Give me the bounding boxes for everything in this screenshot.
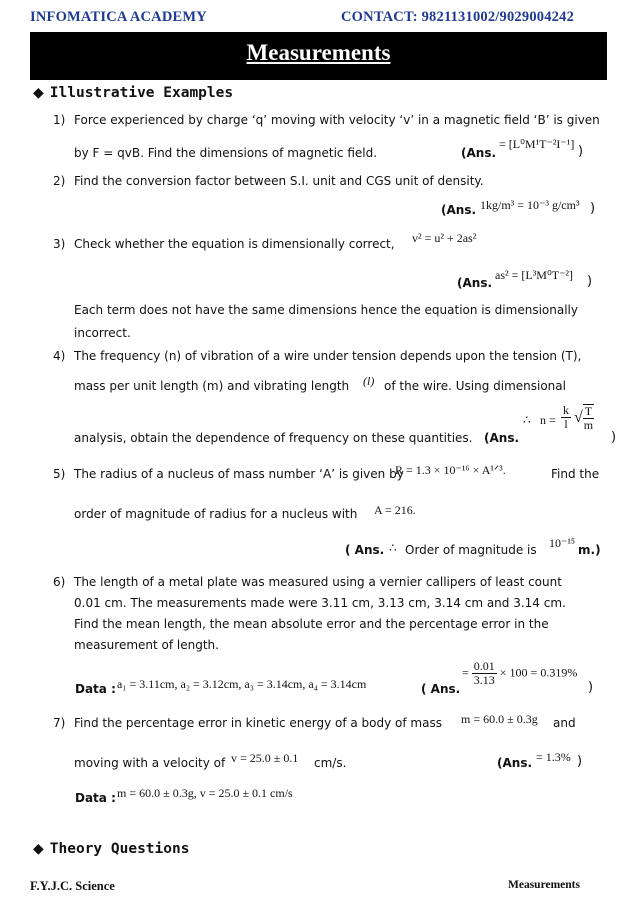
q1-answer-label: (Ans. — [461, 146, 497, 160]
diamond-bullet-icon: ◆ — [33, 841, 44, 857]
q7-text-line1a: Find the percentage error in kinetic energy of a body of mass — [74, 716, 442, 730]
q2-answer: 1kg/m³ = 10⁻³ g/cm³ — [480, 198, 580, 212]
q6-data: a₁ = 3.11cm, a₂ = 3.12cm, a₃ = 3.14cm, a₄ = 3.14cm — [117, 677, 367, 691]
q3-answer-label: (Ans. — [457, 276, 493, 290]
q7-text-line2a: moving with a velocity of — [74, 756, 226, 770]
q7-equation2: v = 25.0 ± 0.1 — [231, 751, 299, 765]
q2-number: 2) — [53, 174, 66, 188]
q4-text-line3: analysis, obtain the dependence of frequency on these quantities. — [74, 431, 473, 445]
q6-data-label: Data : — [75, 682, 116, 696]
q6-text-line4: measurement of length. — [74, 638, 219, 652]
sqrt-icon: √ — [574, 409, 583, 426]
q4-therefore-icon: ∴ — [523, 413, 531, 427]
q5-therefore-icon: ∴ — [389, 541, 397, 555]
page-title: Measurements — [246, 40, 391, 65]
q4-text-line2a: mass per unit length (m) and vibrating length — [74, 379, 350, 393]
q6-frac-numerator: 0.01 — [473, 659, 495, 673]
q6-answer-label: ( Ans. — [421, 682, 461, 696]
q6-eq-prefix: = — [462, 665, 469, 680]
q3-close: ) — [587, 274, 593, 289]
q4-text-line2b: of the wire. Using dimensional — [384, 379, 566, 393]
q1-close: ) — [578, 144, 584, 159]
q1-number: 1) — [53, 113, 66, 127]
q4-sqrt — [574, 404, 594, 432]
footer-chapter: Measurements — [508, 879, 580, 891]
section-theory-questions — [33, 841, 189, 857]
section-heading: Illustrative Examples — [49, 85, 234, 101]
q5-equation: R = 1.3 × 10⁻¹⁶ × A¹ᐟ³. — [395, 463, 506, 477]
q5-text-line1a: The radius of a nucleus of mass number ‘A’ is given by — [74, 467, 404, 481]
diamond-bullet-icon: ◆ — [33, 85, 44, 101]
footer-course: F.Y.J.C. Science — [30, 879, 115, 893]
q1-text-line2: by F = qvB. Find the dimensions of magnetic field. — [74, 146, 378, 160]
contact-info: CONTACT: 9821131002/9029004242 — [341, 9, 575, 25]
q7-data: m = 60.0 ± 0.3g, v = 25.0 ± 0.1 cm/s — [117, 786, 293, 800]
q4-number: 4) — [53, 349, 66, 363]
q4-answer-fraction — [561, 404, 571, 431]
q7-close: ) — [577, 754, 583, 769]
q6-text-line1: The length of a metal plate was measured using a vernier callipers of least count — [74, 575, 562, 589]
q4-root-numerator: T — [584, 404, 593, 418]
q5-answer-label: ( Ans. — [345, 543, 385, 557]
q3-number: 3) — [53, 237, 66, 251]
q3-equation: v² = u² + 2as² — [412, 231, 477, 245]
q5-equation2: A = 216. — [374, 503, 416, 517]
q4-frac-numerator: k — [563, 403, 569, 417]
q5-text-line2a: order of magnitude of radius for a nucleus with — [74, 507, 358, 521]
q4-frac-denominator: l — [564, 417, 568, 431]
q7-number: 7) — [53, 716, 66, 730]
q4-length-symbol: (l) — [363, 374, 375, 388]
q7-answer: = 1.3% — [536, 750, 571, 764]
academy-name: INFOMATICA ACADEMY — [30, 9, 207, 25]
q3-answer: as² = [L³M⁰T⁻²] — [495, 268, 574, 282]
q7-equation1: m = 60.0 ± 0.3g — [461, 712, 538, 726]
q1-answer: = [L⁰M¹T⁻²I⁻¹] — [499, 137, 575, 151]
q6-frac-denominator: 3.13 — [473, 673, 495, 687]
q2-answer-label: (Ans. — [441, 203, 477, 217]
q3-explanation-line1: Each term does not have the same dimensions hence the equation is dimensionally — [74, 303, 578, 317]
q6-text-line2: 0.01 cm. The measurements made were 3.11 cm, 3.13 cm, 3.14 cm and 3.14 cm. — [74, 596, 566, 610]
q7-text-line2b: cm/s. — [314, 756, 347, 770]
title-banner — [30, 32, 607, 80]
q4-text-line1: The frequency (n) of vibration of a wire under tension depends upon the tension (T), — [74, 349, 582, 363]
q5-answer-text: Order of magnitude is — [405, 543, 537, 557]
q4-answer-label: (Ans. — [484, 431, 520, 445]
q4-root-denominator: m — [583, 418, 594, 432]
q5-text-line1b: Find the — [551, 467, 600, 481]
q2-close: ) — [590, 201, 596, 216]
q5-answer-value: 10⁻¹⁵ — [549, 536, 576, 550]
q5-number: 5) — [53, 467, 66, 481]
section-illustrative-examples — [33, 85, 233, 101]
q7-data-label: Data : — [75, 791, 116, 805]
q4-n-equals: n = — [540, 413, 556, 427]
q2-text-line1: Find the conversion factor between S.I. unit and CGS unit of density. — [74, 174, 484, 188]
q3-text-line1: Check whether the equation is dimensionally correct, — [74, 237, 395, 251]
q6-eq-suffix: × 100 = 0.319% — [499, 665, 578, 680]
q6-number: 6) — [53, 575, 66, 589]
q4-close: ) — [611, 430, 617, 445]
q3-explanation-line2: incorrect. — [74, 326, 131, 340]
q5-close: m.) — [578, 543, 601, 557]
q7-answer-label: (Ans. — [497, 756, 533, 770]
section-heading: Theory Questions — [49, 841, 190, 857]
q6-text-line3: Find the mean length, the mean absolute error and the percentage error in the — [74, 617, 549, 631]
q1-text-line1: Force experienced by charge ‘q’ moving with velocity ‘v’ in a magnetic field ‘B’ is given — [74, 113, 600, 127]
q7-text-line1b: and — [553, 716, 576, 730]
q6-answer-formula — [462, 660, 577, 687]
q6-close: ) — [588, 680, 594, 695]
